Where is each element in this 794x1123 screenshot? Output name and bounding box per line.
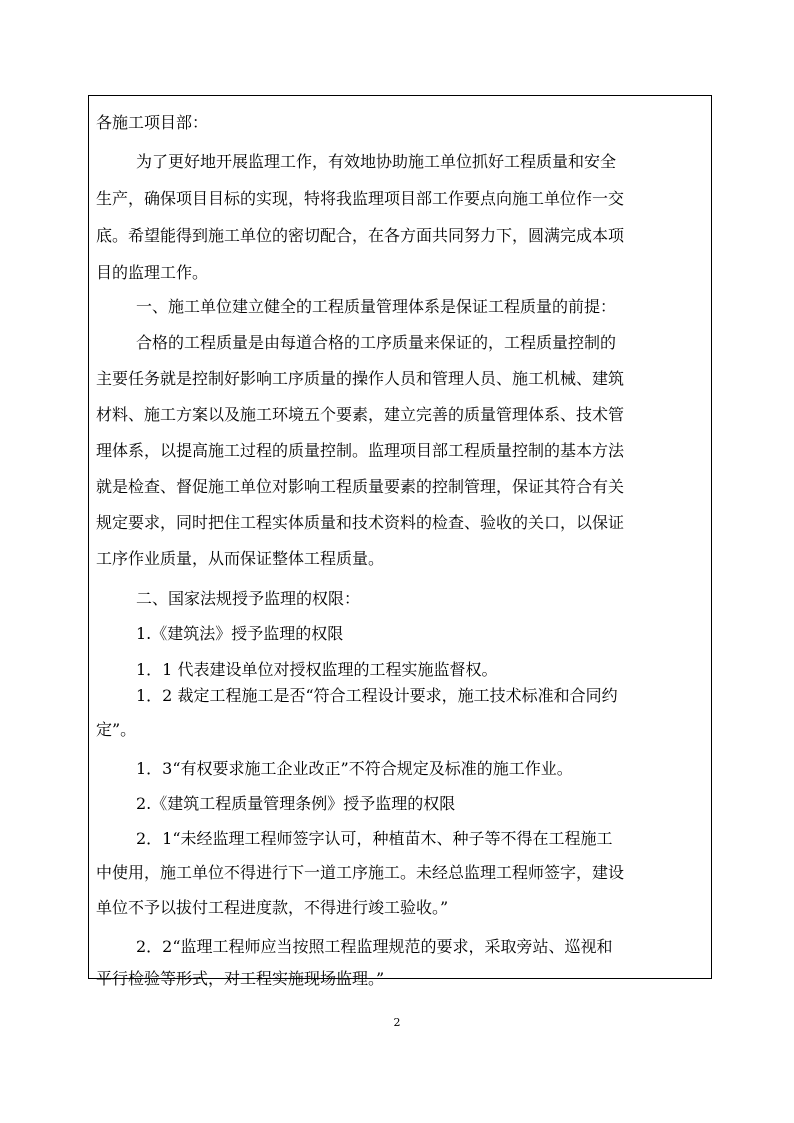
clause-line: 中使用，施工单位不得进行下一道工序施工。未经总监理工程师签字，建设	[96, 863, 625, 882]
subsection-heading: 1.《建筑法》授予监理的权限	[136, 624, 344, 643]
paragraph-line: 就是检查、督促施工单位对影响工程质量要素的控制管理，保证其符合有关	[96, 477, 625, 496]
paragraph-line: 规定要求，同时把住工程实体质量和技术资料的检查、验收的关口，以保证	[96, 513, 625, 532]
clause-line: 单位不予以拔付工程进度款，不得进行竣工验收。”	[96, 898, 449, 917]
clause-line: 定”。	[96, 720, 137, 739]
paragraph-line: 生产，确保项目目标的实现，特将我监理项目部工作要点向施工单位作一交	[96, 189, 625, 208]
page-number: 2	[393, 1016, 401, 1029]
paragraph-line: 理体系，以提高施工过程的质量控制。监理项目部工程质量控制的基本方法	[96, 441, 625, 460]
salutation: 各施工项目部：	[96, 113, 209, 132]
paragraph-line: 材料、施工方案以及施工环境五个要素，建立完善的质量管理体系、技术管	[96, 405, 625, 424]
clause-line: 2．1“未经监理工程师签字认可，种植苗木、种子等不得在工程施工	[136, 829, 613, 848]
paragraph-line: 为了更好地开展监理工作，有效地协助施工单位抓好工程质量和安全	[136, 152, 617, 171]
clause-line: 1．3“有权要求施工企业改正”不符合规定及标准的施工作业。	[136, 759, 573, 778]
paragraph-line: 主要任务就是控制好影响工序质量的操作人员和管理人员、施工机械、建筑	[96, 369, 625, 388]
paragraph-line: 目的监理工作。	[96, 263, 209, 282]
paragraph-line: 工序作业质量，从而保证整体工程质量。	[96, 549, 385, 568]
paragraph-line: 底。希望能得到施工单位的密切配合，在各方面共同努力下，圆满完成本项	[96, 226, 625, 245]
clause-line: 1．2 裁定工程施工是否“符合工程设计要求，施工技术标准和合同约	[136, 686, 618, 705]
clause-line: 平行检验等形式，对工程实施现场监理。”	[96, 969, 385, 988]
paragraph-line: 合格的工程质量是由每道合格的工序质量来保证的，工程质量控制的	[136, 333, 617, 352]
clause-line: 1．1 代表建设单位对授权监理的工程实施监督权。	[136, 660, 498, 679]
section-heading-2: 二、国家法规授予监理的权限：	[136, 589, 361, 608]
clause-line: 2．2“监理工程师应当按照工程监理规范的要求，采取旁站、巡视和	[136, 937, 613, 956]
subsection-heading: 2.《建筑工程质量管理条例》授予监理的权限	[136, 794, 456, 813]
section-heading-1: 一、施工单位建立健全的工程质量管理体系是保证工程质量的前提：	[136, 297, 617, 316]
